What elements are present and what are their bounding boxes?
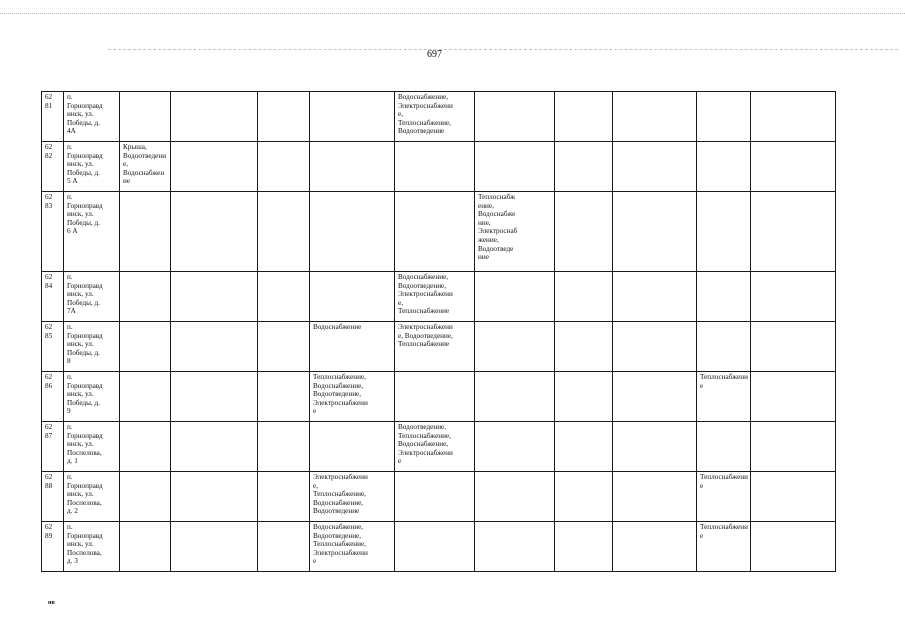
work-type-cell <box>310 192 395 272</box>
row-number-cell <box>42 272 64 322</box>
work-type-cell <box>258 142 310 192</box>
row-number-cell <box>42 372 64 422</box>
row-number-cell <box>42 192 64 272</box>
row-number-cell <box>42 142 64 192</box>
work-type-text: Водоснабжение <box>313 323 362 331</box>
work-type-cell <box>171 372 258 422</box>
page-number: 697 <box>427 49 442 60</box>
work-type-cell <box>555 472 613 522</box>
empty-cell <box>751 522 836 572</box>
work-type-cell <box>613 322 697 372</box>
work-type-text: Водоснабжение, Водоотведение, Теплоснабжение, Электроснабжени е <box>313 523 368 566</box>
empty-cell <box>751 142 836 192</box>
work-type-cell <box>475 372 555 422</box>
work-type-cell <box>697 422 751 472</box>
work-type-cell <box>258 272 310 322</box>
work-type-cell <box>310 522 395 572</box>
work-type-cell <box>697 472 751 522</box>
work-type-cell <box>120 472 171 522</box>
work-type-cell <box>258 192 310 272</box>
work-type-cell <box>613 422 697 472</box>
address-cell <box>64 142 120 192</box>
work-type-cell <box>120 372 171 422</box>
work-type-cell <box>613 142 697 192</box>
address-text: п. Горноправд инск, ул. Победы, д. 5 А <box>67 143 103 186</box>
row-number: 62 85 <box>45 323 53 340</box>
table-row <box>42 472 836 522</box>
row-number-cell <box>42 322 64 372</box>
work-type-cell <box>555 142 613 192</box>
work-type-cell <box>555 322 613 372</box>
work-type-cell <box>395 422 475 472</box>
row-number: 62 84 <box>45 273 53 290</box>
address-cell <box>64 372 120 422</box>
empty-cell <box>751 322 836 372</box>
row-number: 62 87 <box>45 423 53 440</box>
work-type-cell <box>555 192 613 272</box>
work-type-cell <box>555 522 613 572</box>
work-type-text: Теплоснабжение <box>700 373 748 390</box>
work-type-cell <box>171 142 258 192</box>
work-type-cell <box>475 522 555 572</box>
work-type-cell <box>475 322 555 372</box>
work-type-cell <box>395 322 475 372</box>
row-number-cell <box>42 422 64 472</box>
address-cell <box>64 92 120 142</box>
empty-cell <box>751 422 836 472</box>
work-type-text: Крыша, Водоотведение, Водоснабжение <box>123 143 167 186</box>
row-number: 62 88 <box>45 473 53 490</box>
work-type-cell <box>258 472 310 522</box>
empty-cell <box>751 272 836 322</box>
row-number: 62 86 <box>45 373 53 390</box>
work-type-cell <box>258 372 310 422</box>
work-type-text: Теплоснабж ение, Водоснабже ние, Электроснаб жение, Водоотведе ние <box>478 193 518 262</box>
header-rule <box>108 49 898 50</box>
work-type-cell <box>171 522 258 572</box>
work-type-text: Водоснабжение, Водоотведение, Электроснабжени е, Теплоснабжение <box>398 273 453 316</box>
work-type-cell <box>395 142 475 192</box>
work-type-cell <box>395 192 475 272</box>
work-type-cell <box>697 142 751 192</box>
work-type-cell <box>171 272 258 322</box>
work-type-cell <box>310 322 395 372</box>
work-type-text: Теплоснабжение <box>700 523 748 540</box>
work-type-cell <box>310 92 395 142</box>
table-row <box>42 92 836 142</box>
work-type-cell <box>555 372 613 422</box>
work-type-cell <box>120 322 171 372</box>
address-cell <box>64 322 120 372</box>
work-type-cell <box>697 372 751 422</box>
table-row <box>42 372 836 422</box>
work-type-cell <box>697 322 751 372</box>
work-type-cell <box>475 272 555 322</box>
address-cell <box>64 272 120 322</box>
table-row <box>42 422 836 472</box>
work-type-cell <box>395 372 475 422</box>
work-type-cell <box>613 92 697 142</box>
work-type-cell <box>555 92 613 142</box>
work-type-cell <box>310 422 395 472</box>
empty-cell <box>751 372 836 422</box>
address-text: п. Горноправд инск, ул. Победы, д. 7А <box>67 273 103 316</box>
work-type-cell <box>171 422 258 472</box>
work-type-cell <box>120 272 171 322</box>
work-type-cell <box>120 192 171 272</box>
work-type-cell <box>613 472 697 522</box>
row-number: 62 81 <box>45 93 53 110</box>
work-type-cell <box>395 272 475 322</box>
repair-register-table <box>41 91 836 572</box>
work-type-cell <box>395 92 475 142</box>
address-text: п. Горноправд инск, ул. Победы, д. 6 А <box>67 193 103 236</box>
work-type-cell <box>310 372 395 422</box>
address-cell <box>64 522 120 572</box>
empty-cell <box>751 92 836 142</box>
work-type-cell <box>395 472 475 522</box>
work-type-cell <box>258 522 310 572</box>
scan-edge-line <box>0 13 905 14</box>
table-row <box>42 522 836 572</box>
work-type-cell <box>697 522 751 572</box>
footer-mark: нв <box>48 600 55 606</box>
work-type-cell <box>258 422 310 472</box>
work-type-cell <box>613 272 697 322</box>
work-type-cell <box>555 422 613 472</box>
table-row <box>42 192 836 272</box>
address-text: п. Горноправд инск, ул. Победы, д. 4А <box>67 93 103 136</box>
work-type-cell <box>555 272 613 322</box>
work-type-cell <box>395 522 475 572</box>
address-text: п. Горноправд инск, ул. Поспелова, д. 3 <box>67 523 103 566</box>
work-type-cell <box>475 192 555 272</box>
row-number: 62 82 <box>45 143 53 160</box>
work-type-cell <box>171 192 258 272</box>
row-number-cell <box>42 92 64 142</box>
work-type-cell <box>475 422 555 472</box>
work-type-cell <box>475 472 555 522</box>
work-type-text: Электроснабжени е, Водоотведение, Теплоснабжение <box>398 323 453 349</box>
address-cell <box>64 472 120 522</box>
work-type-cell <box>171 322 258 372</box>
work-type-cell <box>310 472 395 522</box>
address-text: п. Горноправд инск, ул. Победы, д. 8 <box>67 323 103 366</box>
work-type-cell <box>613 192 697 272</box>
table-row <box>42 272 836 322</box>
work-type-cell <box>310 272 395 322</box>
work-type-cell <box>613 522 697 572</box>
row-number: 62 89 <box>45 523 53 540</box>
empty-cell <box>751 192 836 272</box>
work-type-cell <box>697 272 751 322</box>
work-type-cell <box>475 92 555 142</box>
work-type-cell <box>120 422 171 472</box>
address-cell <box>64 192 120 272</box>
work-type-cell <box>120 522 171 572</box>
work-type-cell <box>697 192 751 272</box>
work-type-cell <box>120 142 171 192</box>
address-text: п. Горноправд инск, ул. Поспелова, д. 2 <box>67 473 103 516</box>
table-row <box>42 322 836 372</box>
row-number-cell <box>42 472 64 522</box>
address-text: п. Горноправд инск, ул. Поспелова, д. 1 <box>67 423 103 466</box>
work-type-cell <box>613 372 697 422</box>
work-type-cell <box>310 142 395 192</box>
row-number: 62 83 <box>45 193 53 210</box>
row-number-cell <box>42 522 64 572</box>
work-type-text: Теплоснабжение, Водоснабжение, Водоотведение, Электроснабжени е <box>313 373 368 416</box>
work-type-text: Водоснабжение, Электроснабжени е, Теплоснабжение, Водоотведение <box>398 93 453 136</box>
empty-cell <box>751 472 836 522</box>
work-type-cell <box>475 142 555 192</box>
work-type-text: Водоотведение, Теплоснабжение, Водоснабжение, Электроснабжени е <box>398 423 453 466</box>
work-type-cell <box>171 472 258 522</box>
work-type-text: Электроснабжени е, Теплоснабжение, Водоснабжение, Водоотведение <box>313 473 368 516</box>
table-body <box>42 92 836 572</box>
work-type-cell <box>171 92 258 142</box>
work-type-cell <box>120 92 171 142</box>
address-text: п. Горноправд инск, ул. Победы, д. 9 <box>67 373 103 416</box>
work-type-cell <box>258 92 310 142</box>
work-type-cell <box>697 92 751 142</box>
work-type-text: Теплоснабжение <box>700 473 748 490</box>
address-cell <box>64 422 120 472</box>
table-row <box>42 142 836 192</box>
work-type-cell <box>258 322 310 372</box>
